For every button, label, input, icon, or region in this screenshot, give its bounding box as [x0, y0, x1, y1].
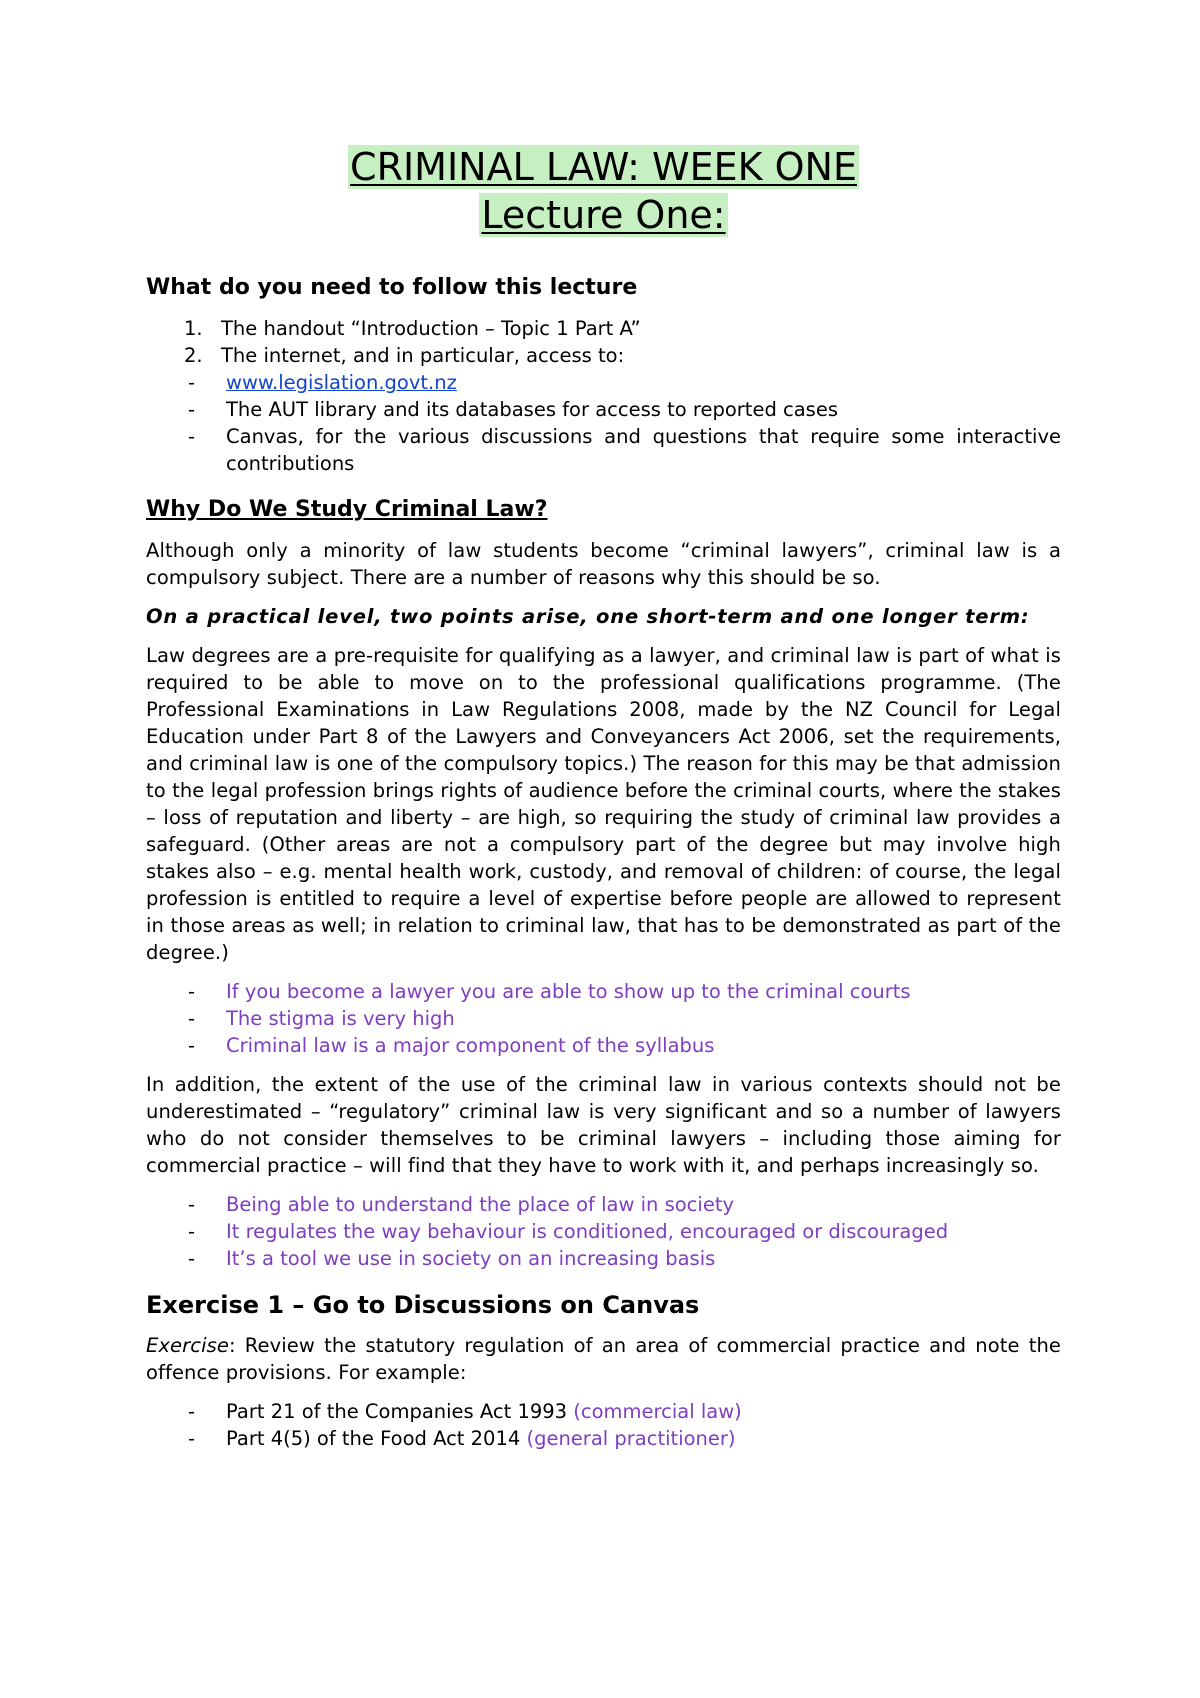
paragraph-intro: Although only a minority of law students become “criminal lawyers”, criminal law is a compulsory subject. There are a number of reasons why this should be so.: [146, 539, 1061, 589]
exercise-label: Exercise: [146, 1334, 229, 1357]
paragraph-exercise: Exercise: Review the statutory regulation of an area of commercial practice and note the offence provisions. For example:: [146, 1334, 1061, 1384]
list-item: - Canvas, for the various discussions and questions that require some interactive contributions: [188, 425, 1061, 475]
notes-list-2: [146, 1191, 1061, 1272]
list-item: 1. The handout “Introduction – Topic 1 Part A”: [184, 317, 641, 340]
section-heading-exercise: Exercise 1 – Go to Discussions on Canvas: [146, 1291, 700, 1319]
list-item: - If you become a lawyer you are able to show up to the criminal courts: [188, 980, 911, 1003]
list-item: - Criminal law is a major component of the syllabus: [188, 1034, 715, 1057]
list-item: - Part 4(5) of the Food Act 2014 (general practitioner): [188, 1427, 736, 1450]
paragraph-law-degrees: Law degrees are a pre-requisite for qualifying as a lawyer, and criminal law is part of what is required to be able to move on to the professional qualifications programme. (The Professional Examinations in Law Regulations 2008, made by the NZ Council for Legal Education under Part 8 of the Lawyers and Conveyancers Act 2006, set the requirements, and criminal law is one of the compulsory topics.) The reason for this may be that admission to the legal profession brings rights of audience before the criminal courts, where the stakes – loss of reputation and liberty – are high, so requiring the study of criminal law provides a safeguard. (Other areas are not a compulsory part of the degree but may involve high stakes also – e.g. mental health work, custody, and removal of children: of course, the legal profession is entitled to require a level of expertise before people are allowed to represent in those areas as well; in relation to criminal law, that has to be demonstrated as part of the degree.): [146, 644, 1061, 964]
list-item: - Part 21 of the Companies Act 1993 (commercial law): [188, 1400, 742, 1423]
list-item: 2. The internet, and in particular, access to:: [184, 344, 625, 367]
list-item: - Being able to understand the place of law in society: [188, 1193, 734, 1216]
title-line-2: Lecture One:: [481, 193, 726, 237]
requirements-numbered-list: [146, 315, 1061, 369]
requirements-dash-list: [146, 369, 1061, 477]
list-item: - The AUT library and its databases for access to reported cases: [188, 398, 839, 421]
exercise-list: [146, 1398, 1061, 1452]
paragraph-regulatory: In addition, the extent of the use of the criminal law in various contexts should not be underestimated – “regulatory” criminal law is very significant and so a number of lawyers who do not consider themselves to be criminal lawyers – including those aiming for commercial practice – will find that they have to work with it, and perhaps increasingly so.: [146, 1073, 1061, 1177]
section-heading-why-study: Why Do We Study Criminal Law?: [146, 497, 548, 522]
list-item: - www.legislation.govt.nz: [188, 371, 457, 394]
emphasis-practical-level: On a practical level, two points arise, one short-term and one longer term:: [146, 605, 1030, 628]
legislation-link[interactable]: www.legislation.govt.nz: [226, 371, 457, 394]
notes-list-1: [146, 978, 1061, 1059]
list-item: - It regulates the way behaviour is conditioned, encouraged or discouraged: [188, 1220, 949, 1243]
section-heading-requirements: What do you need to follow this lecture: [146, 275, 638, 300]
list-item: - It’s a tool we use in society on an increasing basis: [188, 1247, 716, 1270]
document-content: [146, 143, 1061, 1452]
title-line-1: CRIMINAL LAW: WEEK ONE: [350, 145, 857, 189]
list-item: - The stigma is very high: [188, 1007, 455, 1030]
page-title: [146, 143, 1061, 239]
